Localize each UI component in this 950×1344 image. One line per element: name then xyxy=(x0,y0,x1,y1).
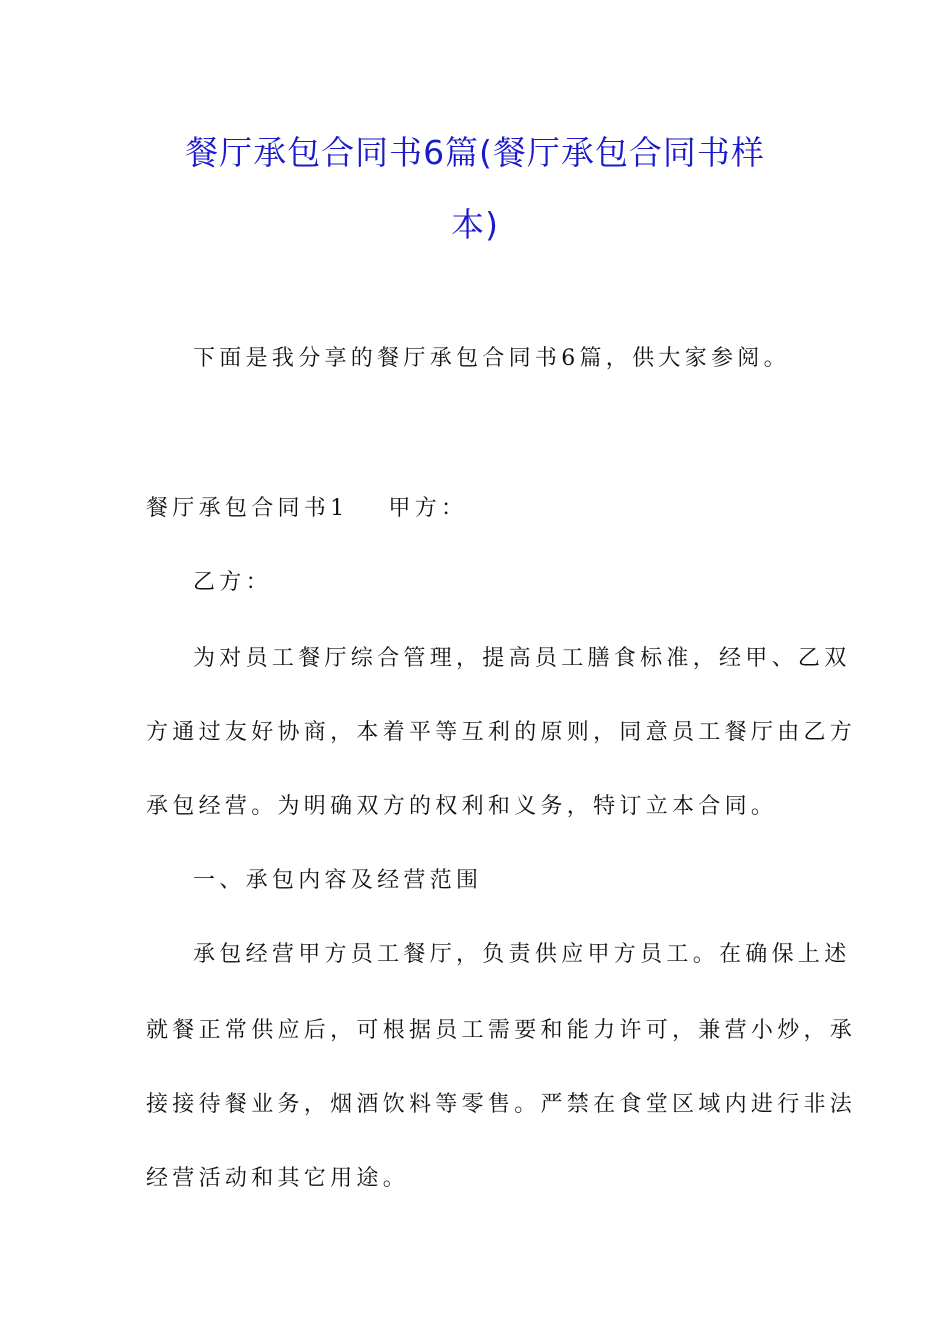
paragraph-2-line-1: 承包经营甲方员工餐厅，负责供应甲方员工。在确保上述 xyxy=(193,942,851,967)
clause-1-heading: 一、承包内容及经营范围 xyxy=(193,868,483,893)
document-title-line2: 本) xyxy=(451,205,499,244)
paragraph-1-line-2: 方通过友好协商，本着平等互利的原则，同意员工餐厅由乙方 xyxy=(146,720,857,745)
paragraph-1-line-1: 为对员工餐厅综合管理，提高员工膳食标准，经甲、乙双 xyxy=(193,646,851,671)
intro-paragraph: 下面是我分享的餐厅承包合同书6篇，供大家参阅。 xyxy=(193,346,790,371)
paragraph-2-line-3: 接接待餐业务，烟酒饮料等零售。严禁在食堂区域内进行非法 xyxy=(146,1092,857,1117)
party-b-label: 乙方： xyxy=(193,570,272,595)
paragraph-1-line-3: 承包经营。为明确双方的权利和义务，特订立本合同。 xyxy=(146,794,778,819)
party-a-label: 甲方： xyxy=(388,496,468,521)
document-title-line1: 餐厅承包合同书6篇(餐厅承包合同书样 xyxy=(185,133,765,172)
section-heading: 餐厅承包合同书1 xyxy=(146,496,349,521)
paragraph-2-line-2: 就餐正常供应后，可根据员工需要和能力许可，兼营小炒，承 xyxy=(146,1018,857,1043)
section-heading-row xyxy=(146,494,806,524)
paragraph-2-line-4: 经营活动和其它用途。 xyxy=(146,1166,410,1191)
